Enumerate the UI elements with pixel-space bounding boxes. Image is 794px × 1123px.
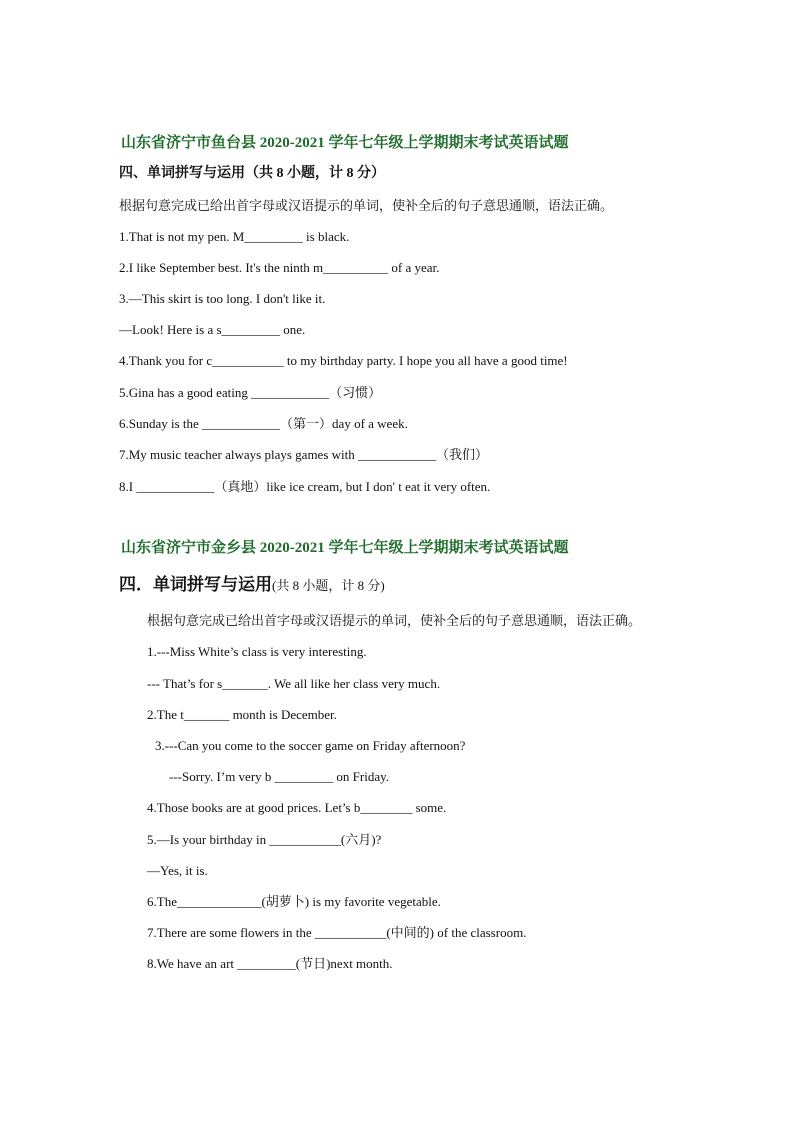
s2-line-1: 1.---Miss White’s class is very interesting. — [147, 644, 367, 659]
s2-line-10: 7.There are some flowers in the ___________(中间的) of the classroom. — [147, 925, 527, 940]
s2-line-8: —Yes, it is. — [147, 863, 208, 878]
section-2-heading — [119, 576, 385, 595]
section-1-title: 山东省济宁市鱼台县 2020-2021 学年七年级上学期期末考试英语试题 — [121, 135, 569, 151]
s1-line-7: 6.Sunday is the ____________（第一）day of a week. — [119, 416, 408, 431]
section-2-title: 山东省济宁市金乡县 2020-2021 学年七年级上学期期末考试英语试题 — [121, 540, 569, 556]
s2-line-2: --- That’s for s_______. We all like her class very much. — [147, 676, 441, 691]
s2-line-7: 5.—Is your birthday in ___________(六月)? — [147, 832, 382, 847]
s1-line-9: 8.I ____________（真地）like ice cream, but I don' t eat it very often. — [119, 479, 491, 494]
s2-line-6: 4.Those books are at good prices. Let’s b________ some. — [147, 800, 447, 815]
s2-line-11: 8.We have an art _________(节日)next month. — [147, 956, 393, 971]
s1-line-4: —Look! Here is a s_________ one. — [119, 322, 306, 337]
s1-line-5: 4.Thank you for c___________ to my birthday party. I hope you all have a good time! — [119, 353, 568, 368]
section-1-heading: 四、单词拼写与运用（共 8 小题，计 8 分） — [119, 166, 385, 181]
s2-line-3: 2.The t_______ month is December. — [147, 707, 337, 722]
s1-line-2: 2.I like September best. It's the ninth m__________ of a year. — [119, 260, 440, 275]
section-2-heading-note: (共 8 小题，计 8 分) — [272, 578, 385, 593]
s2-line-9: 6.The_____________(胡萝卜) is my favorite vegetable. — [147, 894, 441, 909]
s1-line-6: 5.Gina has a good eating ____________（习惯） — [119, 385, 382, 400]
section-2-instruction: 根据句意完成已给出首字母或汉语提示的单词，使补全后的句子意思通顺，语法正确。 — [147, 613, 642, 628]
section-2-heading-text: 四．单词拼写与运用 — [119, 575, 272, 594]
s1-line-3: 3.—This skirt is too long. I don't like it. — [119, 291, 326, 306]
s1-line-1: 1.That is not my pen. M_________ is black. — [119, 229, 350, 244]
section-1-instruction: 根据句意完成已给出首字母或汉语提示的单词，使补全后的句子意思通顺，语法正确。 — [119, 198, 614, 213]
s2-line-5: ---Sorry. I’m very b _________ on Friday. — [169, 769, 389, 784]
s2-line-4: 3.---Can you come to the soccer game on Friday afternoon? — [155, 738, 466, 753]
s1-line-8: 7.My music teacher always plays games with ____________（我们） — [119, 447, 488, 462]
